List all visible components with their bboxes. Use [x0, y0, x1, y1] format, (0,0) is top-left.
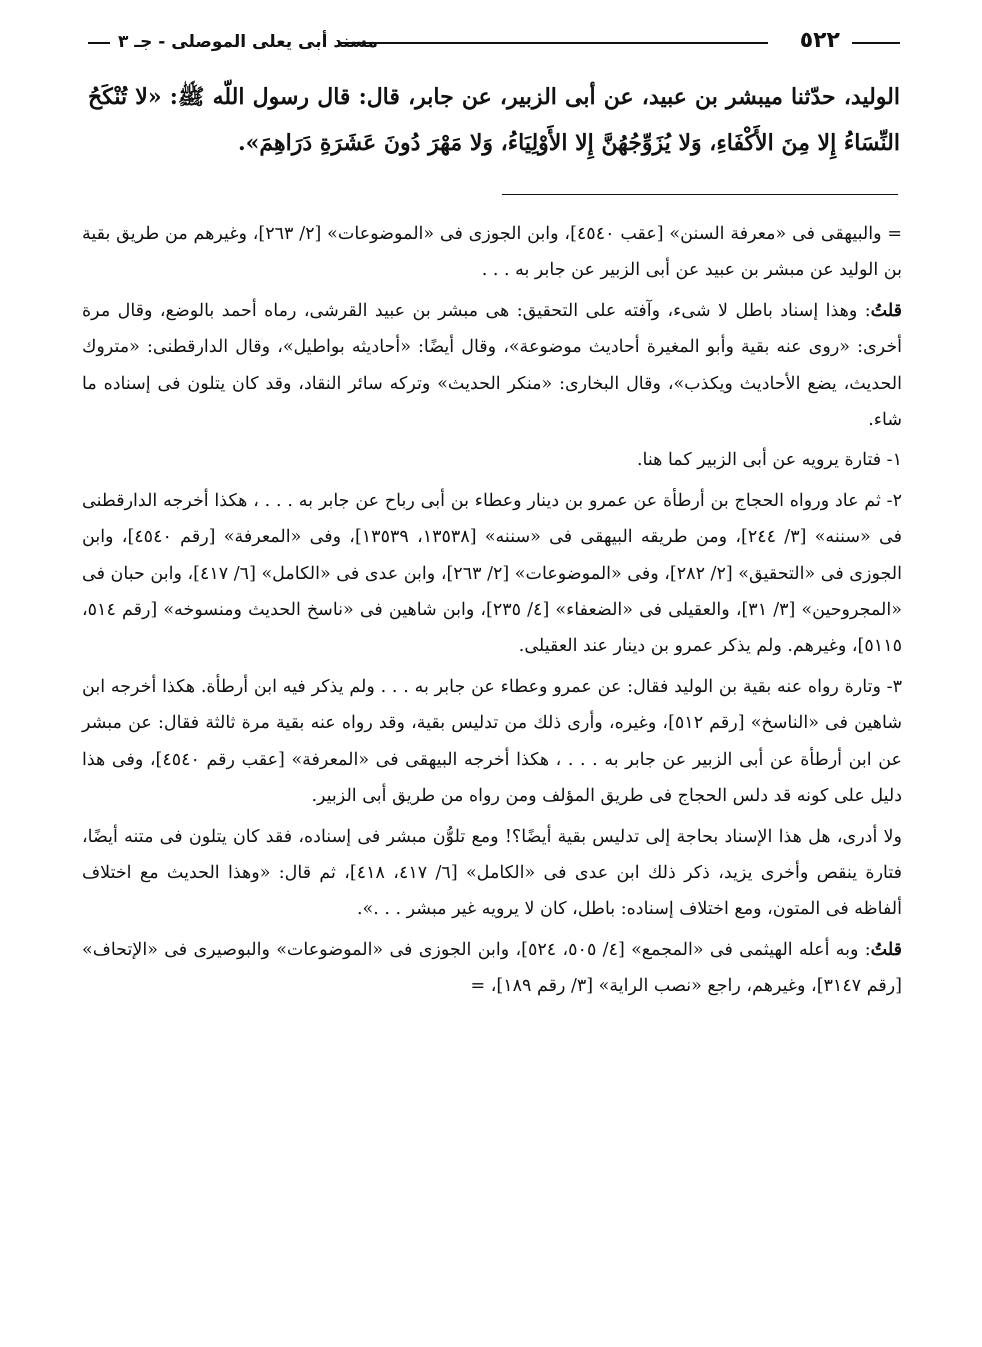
- footnote-paragraph: ولا أدرى، هل هذا الإسناد بحاجة إلى تدليس بقية أيضًا؟! ومع تلوُّن مبشر فى إسناده، فقد كان يتلون فى متنه أيضًا، فتارة ينقص وأخرى يزيد، ذكر ذلك ابن عدى فى «الكامل» [٦/ ٤١٧، ٤١٨]، ثم قال: «وهذا الحديث مع اختلاف ألفاظه فى المتون، ومع اختلاف إسناده: باطل، كان لا يرويه غير مبشر . . .».: [82, 826, 903, 920]
- lead-word: قلتُ: [870, 939, 902, 960]
- header-rule: [338, 42, 768, 44]
- header-rule: [852, 42, 900, 44]
- lead-word: قلتُ: [870, 300, 902, 321]
- footnote-paragraph: ٢- ثم عاد ورواه الحجاج بن أرطأة عن عمرو بن دينار وعطاء بن أبى رباح عن جابر به . . . ، هكذا أخرجه الدارقطنى فى «سننه» [٣/ ٢٤٤]، ومن طريقه البيهقى فى «سننه» [١٣٥٣٨، ١٣٥٣٩]، وفى «المعرفة» [رقم ٤٥٤٠]، وابن الجوزى فى «التحقيق» [٢/ ٢٨٢]، وفى «الموضوعات» [٢/ ٢٦٣]، وابن عدى فى «الكامل» [٦/ ٤١٧]، وابن حبان فى «المجروحين» [٣/ ٣١]، والعقيلى فى «الضعفاء» [٤/ ٢٣٥]، وابن شاهين فى «ناسخ الحديث ومنسوخه» [رقم ٥١٤، ٥١١٥]، وغيرهم. ولم يذكر عمرو بن دينار عند العقيلى.: [82, 490, 902, 657]
- paragraph-text: : وبه أعله الهيثمى فى «المجمع» [٤/ ٥٠٥، ٥٢٤]، وابن الجوزى فى «الموضوعات» والبوصيرى فى «الإتحاف» [رقم ٣١٤٧]، وغيرهم، راجع «نصب الراية» [٣/ رقم ١٨٩]، =: [82, 939, 902, 997]
- hadith-text: الوليد، حدّثنا ميبشر بن عبيد، عن أبى الزبير، عن جابر، قال: قال رسول اللّه ﷺ: «لا تُنْكَحُ النِّسَاءُ إِلا مِنَ الأَكْفَاءِ، وَلا يُزَوِّجُهُنَّ إِلا الأَوْلِيَاءُ، وَلا مَهْرَ دُونَ عَشَرَةِ دَرَاهِمَ».: [88, 84, 900, 156]
- footnote-separator: [502, 194, 898, 195]
- running-title: مسند أبى يعلى الموصلى - جـ ٣: [118, 32, 378, 52]
- footnote-paragraph: ٣- وتارة رواه عنه بقية بن الوليد فقال: عن عمرو وعطاء عن جابر به . . . ولم يذكر فيه ابن أرطأة. هكذا أخرجه ابن شاهين فى «الناسخ» [رقم ٥١٢]، وغيره، وأرى ذلك من تدليس بقية، وقد رواه عنه بقية مرة ثالثة فقال: عن مبشر عن ابن أرطأة عن أبى الزبير عن جابر به . . . ، هكذا أخرجه البيهقى فى «المعرفة» [عقب رقم ٤٥٤٠]، وفى هذا دليل على كونه قد دلس الحجاج فى طريق المؤلف ومن رواه من طريق أبى الزبير.: [82, 676, 902, 807]
- page-header: [88, 24, 900, 60]
- header-rule: [88, 42, 110, 44]
- page-number: ٥٢٢: [799, 28, 840, 53]
- footnote-paragraph: = والبيهقى فى «معرفة السنن» [عقب ٤٥٤٠]، وابن الجوزى فى «الموضوعات» [٢/ ٢٦٣]، وغيرهم من طريق بقية بن الوليد عن مبشر بن عبيد عن أبى الزبير عن جابر به . . .: [82, 224, 902, 281]
- footnote-paragraph: ١- فتارة يرويه عن أبى الزبير كما هنا.: [636, 450, 902, 471]
- footnote-paragraph: [82, 293, 902, 439]
- footnotes: [82, 216, 902, 1009]
- paragraph-text: : وهذا إسناد باطل لا شىء، وآفته على التحقيق: هى مبشر بن عبيد القرشى، رماه أحمد بالوضع، وقال مرة أخرى: «روى عنه بقية وأبو المغيرة أحاديث موضوعة»، وقال أيضًا: «أحاديثه بواطيل»، وقال الدارقطنى: «متروك الحديث، يضع الأحاديث ويكذب»، وقال البخارى: «منكر الحديث» وتركه سائر النقاد، وقد كان يتلون فى إسناده ما شاء.: [82, 300, 902, 431]
- footnote-paragraph: [82, 932, 902, 1005]
